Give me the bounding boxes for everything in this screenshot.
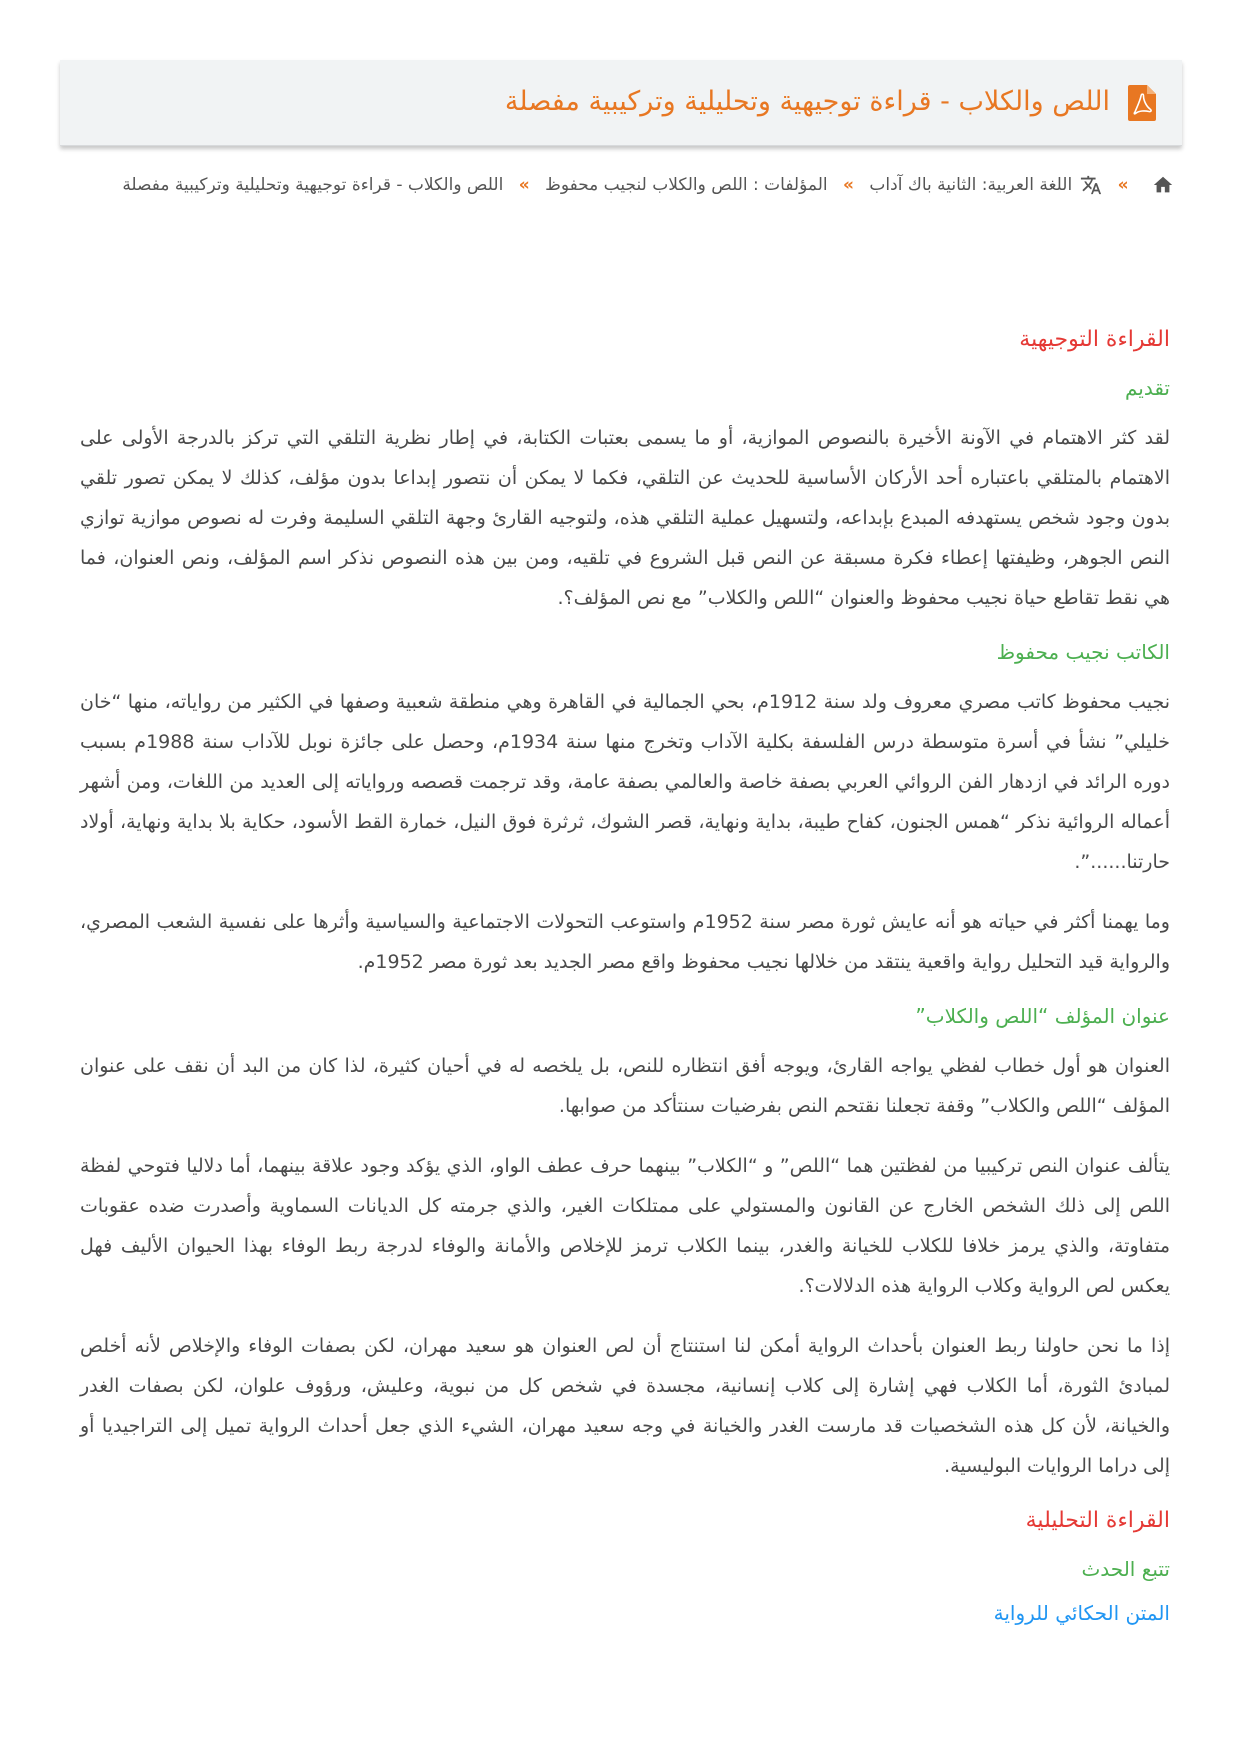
paragraph-introduction: لقد كثر الاهتمام في الآونة الأخيرة بالنصوص الموازية، أو ما يسمى بعتبات الكتابة، في إطار نظرية التلقي التي تركز بالدرجة الأولى على الاهتمام بالمتلقي باعتباره أحد الأركان الأساسية للحديث عن التلقي، فكما لا يمكن أن نتصور إبداعا بدون مؤلف، كذلك لا يمكن تصور تلقي بدون وجود شخص يستهدفه المبدع بإبداعه، ولتسهيل عملية التلقي هذه، ولتوجيه القارئ وجهة التلقي السليمة وفرت له نصوص موازية توازي النص الجوهر، وظيفتها إعطاء فكرة مسبقة عن النص قبل الشروع في تلقيه، ومن بين هذه النصوص نذكر اسم المؤلف، ونص العنوان، فما هي نقط تقاطع حياة نجيب محفوظ والعنوان “اللص والكلاب” مع نص المؤلف؟. bbox=[80, 426, 1170, 609]
section-heading-analytical-reading: القراءة التحليلية bbox=[1025, 1507, 1170, 1533]
section-heading-guided-reading: القراءة التوجيهية bbox=[1019, 327, 1170, 352]
subheading-narrative-text: المتن الحكائي للرواية bbox=[993, 1600, 1170, 1625]
subheading-events-tracking: تتبع الحدث bbox=[1081, 1556, 1170, 1581]
page-title: اللص والكلاب - قراءة توجيهية وتحليلية وتركيبية مفصلة bbox=[504, 86, 1110, 118]
breadcrumb bbox=[114, 165, 1174, 205]
breadcrumb-item-subject[interactable]: اللغة العربية: الثانية باك آداب bbox=[869, 175, 1073, 195]
paragraph-author-revolution: وما يهمنا أكثر في حياته هو أنه عايش ثورة مصر سنة 1952م واستوعب التحولات الاجتماعية والسياسية وأثرها على نفسية الشعب المصري، والرواية قيد التحليل رواية واقعية ينتقد من خلالها نجيب محفوظ واقع مصر الجديد بعد ثورة مصر 1952م. bbox=[80, 910, 1170, 973]
breadcrumb-separator: » bbox=[1117, 175, 1129, 195]
title-bar bbox=[60, 60, 1182, 146]
paragraph-title-semantics: يتألف عنوان النص تركيبيا من لفظتين هما “اللص” و “الكلاب” بينهما حرف عطف الواو، الذي يؤكد وجود علاقة بينهما، أما دلاليا فتوحي لفظة اللص إلى ذلك الشخص الخارج عن القانون والمستولي على ممتلكات الغير، والذي جرمته كل الديانات السماوية وأصدرت ضده عقوبات متفاوتة، والذي يرمز خلافا للكلاب للخيانة والغدر، بينما الكلاب ترمز للإخلاص والأمانة والوفاء لدرجة ربط الوفاء بهذا الحيوان الأليف فهل يعكس لص الرواية وكلاب الرواية هذه الدلالات؟. bbox=[80, 1154, 1170, 1297]
home-icon[interactable] bbox=[1152, 174, 1174, 196]
subheading-author: الكاتب نجيب محفوظ bbox=[996, 639, 1170, 664]
paragraph-title-intro: العنوان هو أول خطاب لفظي يواجه القارئ، ويوجه أفق انتظاره للنص، بل يلخصه له في أحيان كثيرة، لذا كان من البد أن نقف على عنوان المؤلف “اللص والكلاب” وقفة تجعلنا نقتحم النص بفرضيات سنتأكد من صوابها. bbox=[80, 1054, 1170, 1117]
pdf-file-icon[interactable] bbox=[1128, 85, 1156, 121]
translate-icon bbox=[1080, 174, 1102, 196]
paragraph-title-events: إذا ما نحن حاولنا ربط العنوان بأحداث الرواية أمكن لنا استنتاج أن لص العنوان هو سعيد مهران، لكن بصفات الوفاء والإخلاص لأنه أخلص لمبادئ الثورة، أما الكلاب فهي إشارة إلى كلاب إنسانية، مجسدة في شخص كل من نبوية، وعليش، ورؤوف علوان، لكن بصفات الغدر والخيانة، لأن كل هذه الشخصيات قد مارست الغدر والخيانة في وجه سعيد مهران، الشيء الذي جعل أحداث الرواية تميل إلى التراجيديا أو إلى دراما الروايات البوليسية. bbox=[80, 1334, 1170, 1477]
subheading-introduction: تقديم bbox=[1124, 375, 1170, 400]
subheading-work-title: عنوان المؤلف “اللص والكلاب” bbox=[915, 1003, 1170, 1028]
breadcrumb-item-works[interactable]: المؤلفات : اللص والكلاب لنجيب محفوظ bbox=[545, 175, 828, 195]
breadcrumb-separator: » bbox=[518, 175, 530, 195]
breadcrumb-separator: » bbox=[843, 175, 855, 195]
breadcrumb-item-current: اللص والكلاب - قراءة توجيهية وتحليلية وتركيبية مفصلة bbox=[122, 175, 504, 195]
paragraph-author-bio: نجيب محفوظ كاتب مصري معروف ولد سنة 1912م، بحي الجمالية في القاهرة وهي منطقة شعبية وصفها في الكثير من رواياته، منها “خان خليلي” نشأ في أسرة متوسطة درس الفلسفة بكلية الآداب وتخرج منها سنة 1934م، وحصل على جائزة نوبل للآداب سنة 1988م بسبب دوره الرائد في ازدهار الفن الروائي العربي بصفة خاصة والعالمي بصفة عامة، وقد ترجمت قصصه ورواياته إلى العديد من اللغات، ومن أشهر أعماله الروائية نذكر “همس الجنون، كفاح طيبة، بداية ونهاية، قصر الشوك، ثرثرة فوق النيل، خمارة القط الأسود، حكاية بلا بداية ونهاية، أولاد حارتنا......”. bbox=[80, 690, 1170, 873]
article-content bbox=[80, 325, 1170, 1637]
